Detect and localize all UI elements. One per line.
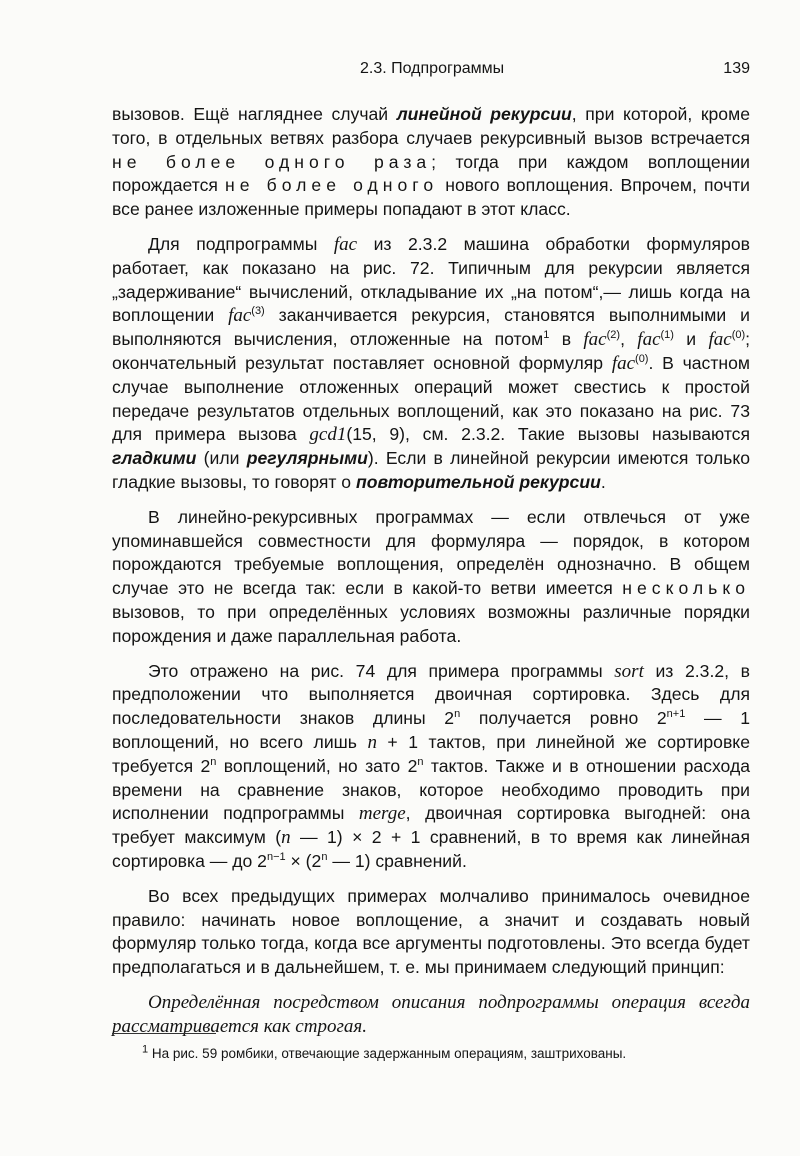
paragraph-1: вызовов. Ещё нагляднее случай линейной рекурсии, при которой, кроме того, в отдельных ветвях разбора случаев рекурсивный вызов встречается не более одного раза; тогда при каждом воплощении порождается не более одного нового воплощения. Впрочем, почти все ранее изложенные примеры попадают в этот класс. (112, 104, 750, 220)
footnote-mark: 1 (142, 1043, 149, 1056)
identifier-sort: sort (614, 660, 644, 682)
footnote-ref: 1 (543, 329, 550, 342)
body-text (112, 103, 750, 1038)
paragraph-5: Во всех предыдущих примерах молчаливо принималось очевидное правило: начинать новое воплощение, а значит и создавать новый формуляр только тогда, когда все аргументы подготовлены. Это всегда будет предполагаться и в дальнейшем, т. е. мы принимаем следующий принцип: (112, 885, 750, 978)
identifier-gcd1: gcd1 (309, 424, 347, 446)
identifier-fac: fac (333, 233, 358, 255)
principle-statement: Определённая посредством описания подпрограммы операция всегда рассматривается как строгая. (112, 991, 750, 1037)
spaced-emphasis: не более одного (225, 175, 439, 196)
footnote: $^1$ На рис. 59 ромбики, отвечающие задержанным операциям, заштрихованы. (142, 1043, 627, 1061)
running-head (112, 60, 750, 82)
term-regular: регулярными (246, 448, 368, 469)
page-number: 139 (723, 60, 750, 77)
paragraph-3: В линейно-рекурсивных программах — если отвлечься от уже упоминавшейся совместности для формуляра — порядок, в котором порождаются требуемые воплощения, определён однозначно. В общем случае это не всегда так: если в какой-то ветви имеется несколько вызовов, то при определённых условиях возможны различные порядки порождения и даже параллельная работа. (112, 506, 750, 646)
term-smooth: гладкими (112, 448, 197, 469)
footnote-rule (112, 1033, 216, 1034)
identifier-merge: merge (358, 803, 406, 825)
section-title: 2.3. Подпрограммы (360, 60, 505, 77)
paragraph-2: Для подпрограммы fac из 2.3.2 машина обработки формуляров работает, как показано на рис. 72. Типичным для рекурсии является „задерживание“ вычислений, откладывание их „на потом“,— лишь когда на воплощении fac$^{(3)}$ заканчивается рекурсия, становятся выполнимыми и выполняются вычисления, отложенные на потом$^1$ в fac$^{(2)}$, fac$^{(1)}$ и fac$^{(0)}$; окончательный результат поставляет основной формуляр fac$^{(0)}$. В частном случае выполнение отложенных операций может свестись к простой передаче результатов отдельных воплощений, как это показано на рис. 73 для примера вызова gcd1(15, 9), см. 2.3.2. Такие вызовы называются гладкими (или регулярными). Если в линейной рекурсии имеются только гладкие вызовы, то говорят о повторительной рекурсии. (112, 233, 751, 492)
spaced-emphasis: не более одного раза (112, 151, 432, 172)
term-repetitive-recursion: повторительной рекурсии (355, 471, 601, 492)
term-linear-recursion: линейной рекурсии (396, 104, 572, 124)
paragraph-4: Это отражено на рис. 74 для примера программы sort из 2.3.2, в предположении что выполняется двоичная сортировка. Здесь для последовательности знаков длины 2$^n$ получается ровно $2^{n+1}$ — 1 воплощений, но всего лишь n + 1 тактов, при линейной же сортировке требуется 2$^n$ воплощений, но зато 2$^n$ тактов. Также и в отношении расхода времени на сравнение знаков, которое необходимо проводить при исполнении подпрограммы merge, двоичная сортировка выгодней: она требует максимум (n — 1) × 2 + 1 сравнений, в то время как линейная сортировка — до $2^{n-1} \times (2^n$ — 1) сравнений. (112, 660, 750, 871)
spaced-emphasis: несколько (622, 578, 750, 599)
